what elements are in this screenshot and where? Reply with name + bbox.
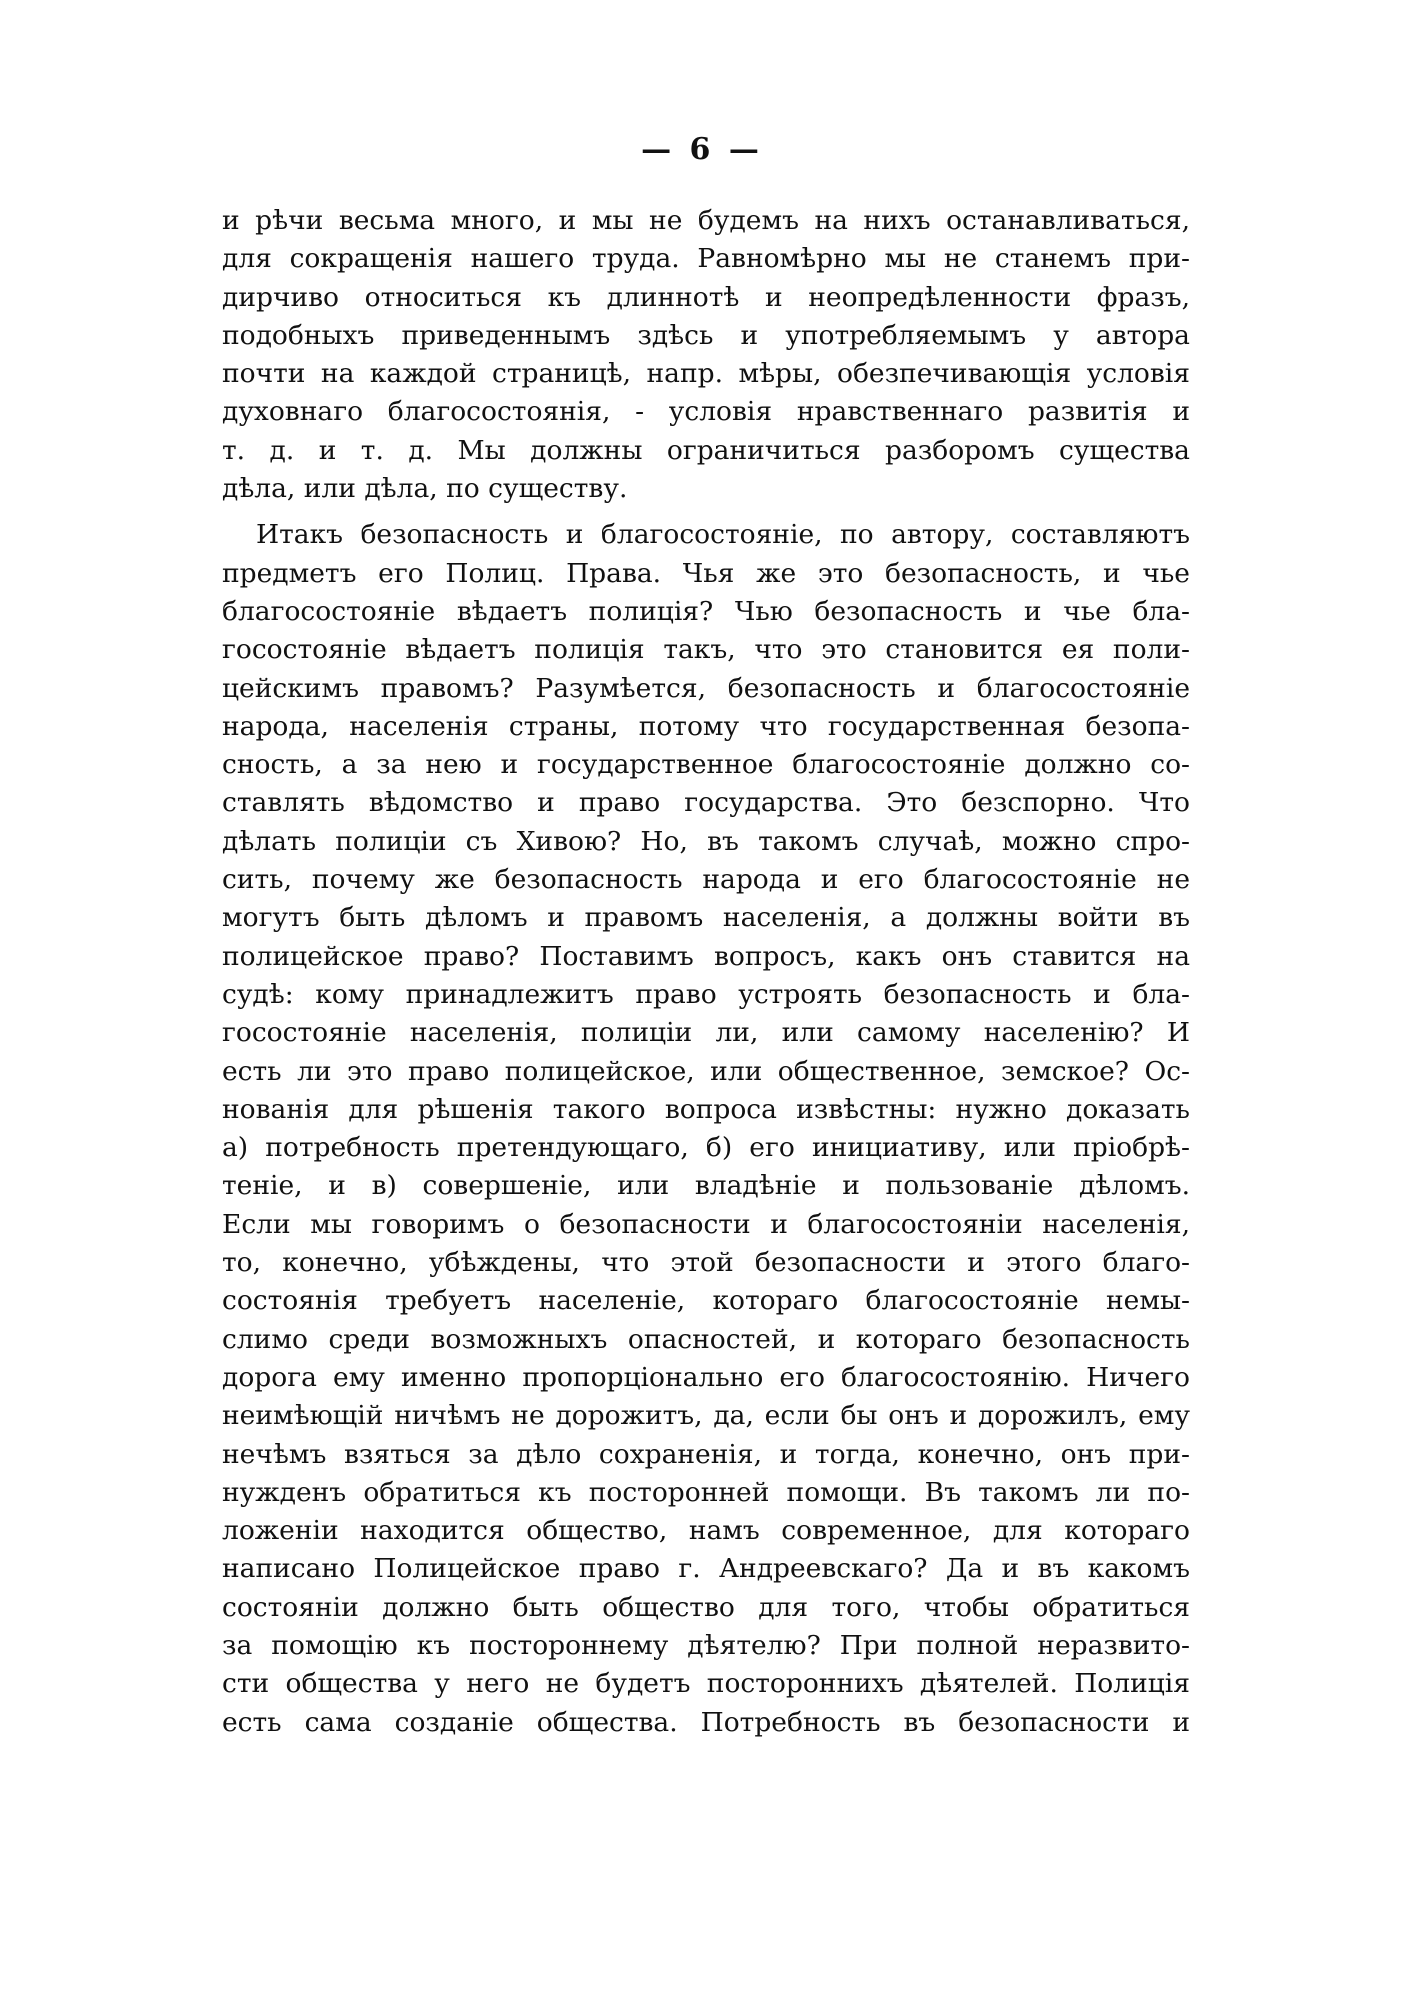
text-line: за помощію къ постороннему дѣятелю? При полной неразвито- bbox=[222, 1629, 1190, 1661]
text-line: а) потребность претендующаго, б) его инициативу, или пріобрѣ- bbox=[222, 1132, 1190, 1164]
text-line: народа, населенія страны, потому что государственная безопа- bbox=[222, 710, 1190, 742]
text-line: дирчиво относиться къ длиннотѣ и неопредѣленности фразъ, bbox=[222, 281, 1190, 313]
text-line: полицейское право? Поставимъ вопросъ, какъ онъ ставится на bbox=[222, 940, 1190, 972]
page-number: — 6 — bbox=[641, 132, 763, 167]
text-line: судѣ: кому принадлежитъ право устроять безопасность и бла- bbox=[222, 978, 1190, 1010]
text-line: подобныхъ приведеннымъ здѣсь и употребляемымъ у автора bbox=[222, 319, 1190, 351]
text-line: сти общества у него не будетъ постороннихъ дѣятелей. Полиція bbox=[222, 1668, 1190, 1700]
text-line: написано Полицейское право г. Андреевскаго? Да и въ какомъ bbox=[222, 1553, 1190, 1585]
text-line: нечѣмъ взяться за дѣло сохраненія, и тогда, конечно, онъ при- bbox=[222, 1438, 1190, 1470]
text-line: Итакъ безопасность и благосостояніе, по автору, составляютъ bbox=[256, 519, 1190, 551]
text-line: Если мы говоримъ о безопасности и благосостояніи населенія, bbox=[222, 1208, 1190, 1240]
text-line: нованія для рѣшенія такого вопроса извѣстны: нужно доказать bbox=[222, 1093, 1190, 1125]
paragraph bbox=[222, 202, 1190, 508]
text-line: цейскимъ правомъ? Разумѣется, безопасность и благосостояніе bbox=[222, 672, 1190, 704]
text-line: предметъ его Полиц. Права. Чья же это безопасность, и чье bbox=[222, 557, 1190, 589]
text-line: дѣла, или дѣла, по существу. bbox=[222, 473, 628, 505]
text-line: слимо среди возможныхъ опасностей, и котораго безопасность bbox=[222, 1323, 1190, 1355]
text-line: дорога ему именно пропорціонально его благосостоянію. Ничего bbox=[222, 1361, 1190, 1393]
text-line: благосостояніе вѣдаетъ полиція? Чью безопасность и чье бла- bbox=[222, 595, 1190, 627]
text-line: сить, почему же безопасность народа и его благосостояніе не bbox=[222, 864, 1190, 896]
text-line: состоянія требуетъ населеніе, котораго благосостояніе немы- bbox=[222, 1285, 1190, 1317]
text-line: и рѣчи весьма много, и мы не будемъ на нихъ останавливаться, bbox=[222, 205, 1190, 236]
text-line: почти на каждой страницѣ, напр. мѣры, обезпечивающія условія bbox=[222, 358, 1190, 390]
text-line: ставлять вѣдомство и право государства. Это безспорно. Что bbox=[222, 787, 1190, 819]
text-line: есть сама созданіе общества. Потребность въ безопасности и bbox=[222, 1706, 1190, 1738]
paragraph-gap bbox=[222, 508, 1190, 516]
text-line: есть ли это право полицейское, или общественное, земское? Ос- bbox=[222, 1055, 1190, 1087]
text-line: духовнаго благосостоянія, - условія нравственнаго развитія и bbox=[222, 396, 1190, 428]
text-line: дѣлать полиціи съ Хивою? Но, въ такомъ случаѣ, можно спро- bbox=[222, 825, 1190, 857]
text-line: ложеніи находится общество, намъ современное, для котораго bbox=[222, 1515, 1190, 1547]
text-line: состояніи должно быть общество для того, чтобы обратиться bbox=[222, 1591, 1190, 1623]
text-line: могутъ быть дѣломъ и правомъ населенія, а должны войти въ bbox=[222, 902, 1190, 934]
body-text bbox=[222, 202, 1190, 1742]
text-line: госостояніе населенія, полиціи ли, или самому населенію? И bbox=[222, 1017, 1190, 1049]
paragraph bbox=[222, 516, 1190, 1742]
text-line: сность, а за нею и государственное благосостояніе должно со- bbox=[222, 749, 1190, 781]
text-line: теніе, и в) совершеніе, или владѣніе и пользованіе дѣломъ. bbox=[222, 1170, 1190, 1202]
text-line: неимѣющій ничѣмъ не дорожитъ, да, если бы онъ и дорожилъ, ему bbox=[222, 1400, 1190, 1432]
text-line: т. д. и т. д. Мы должны ограничиться разборомъ существа bbox=[222, 434, 1190, 466]
text-line: то, конечно, убѣждены, что этой безопасности и этого благо- bbox=[222, 1247, 1190, 1279]
text-line: для сокращенія нашего труда. Равномѣрно мы не станемъ при- bbox=[222, 243, 1190, 275]
text-line: нужденъ обратиться къ посторонней помощи. Въ такомъ ли по- bbox=[222, 1476, 1190, 1508]
text-line: госостояніе вѣдаетъ полиція такъ, что это становится ея поли- bbox=[222, 634, 1190, 666]
